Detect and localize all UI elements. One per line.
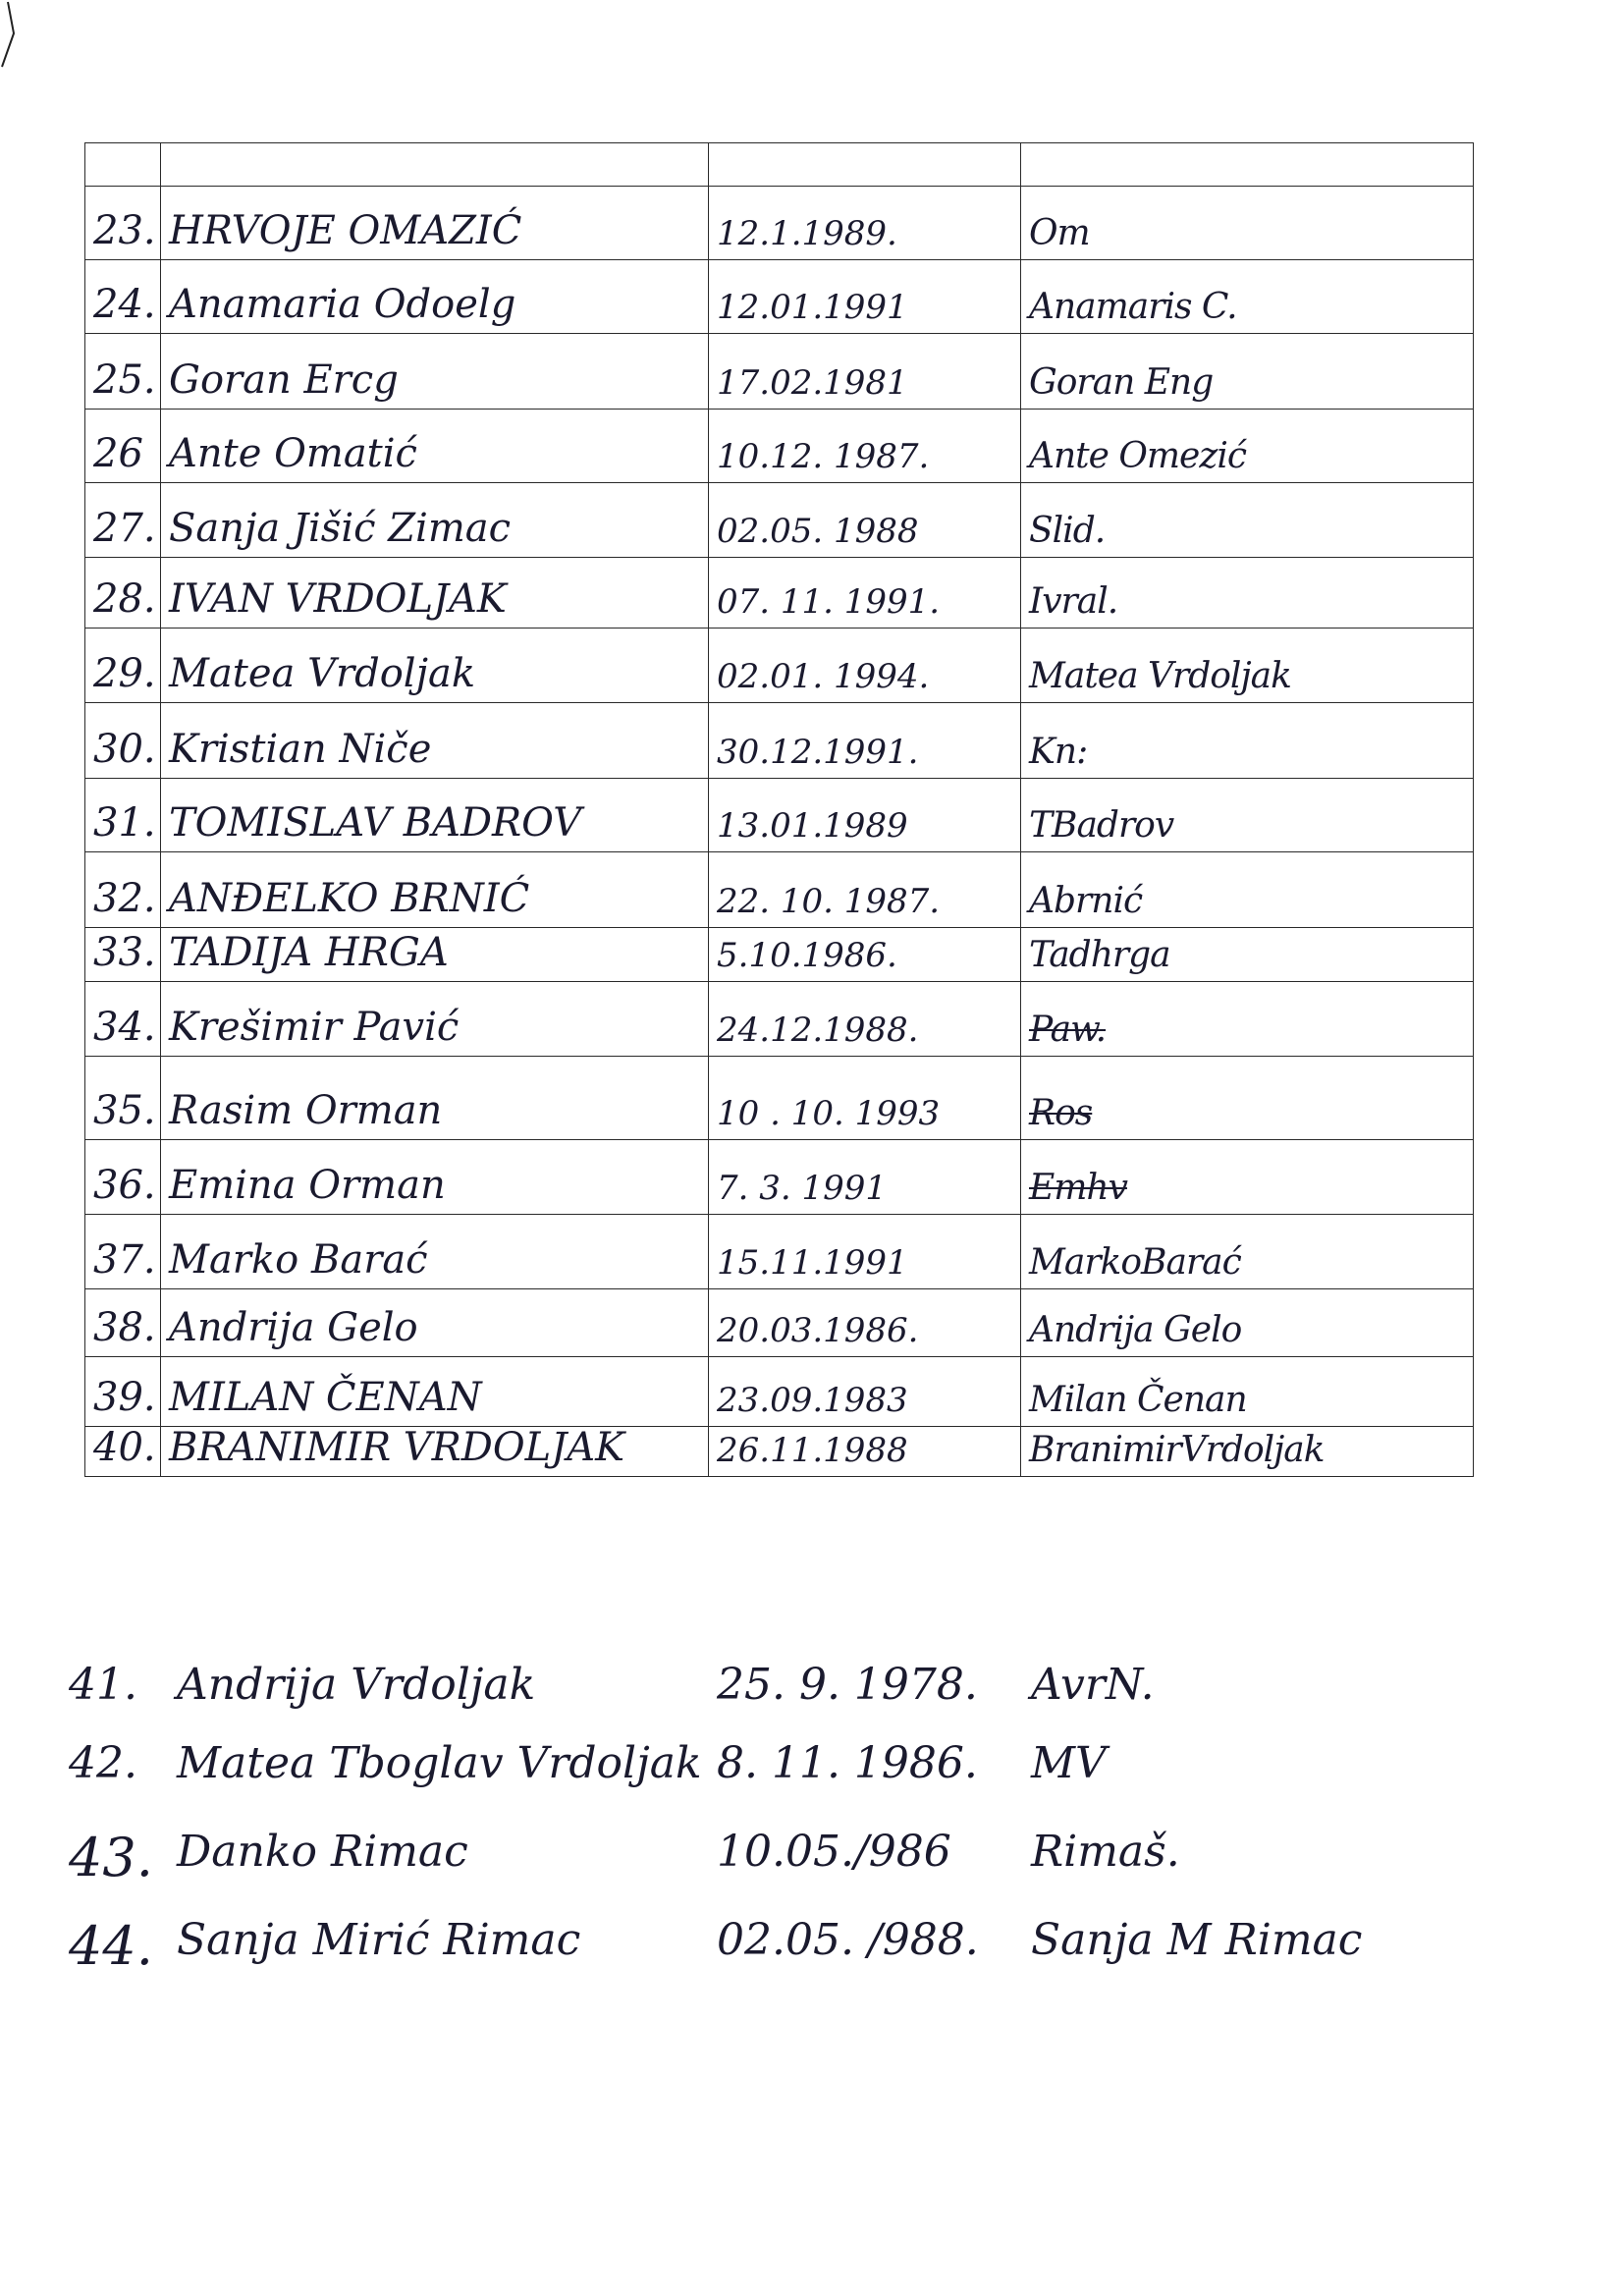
row-date: 26.11.1988 [717, 1431, 908, 1470]
row-name: Kristian Niče [169, 727, 432, 772]
row-date: 13.01.1989 [717, 806, 908, 846]
row-number: 29. [93, 651, 156, 696]
row-number: 40. [93, 1425, 156, 1470]
row-date-cell [708, 1289, 1020, 1356]
row-signature-cell [1020, 260, 1474, 333]
row-name: Ante Omatić [169, 431, 417, 476]
row-signature: Om [1029, 213, 1090, 253]
header-no-cell [84, 143, 160, 186]
row-name: TADIJA HRGA [169, 930, 449, 975]
extra-entry-name: Andrija Vrdoljak [177, 1660, 536, 1710]
table-row [84, 779, 1474, 852]
row-name: ANĐELKO BRNIĆ [169, 876, 530, 921]
row-date-cell [708, 483, 1020, 557]
table-row [84, 1057, 1474, 1140]
table-row [84, 928, 1474, 982]
table-row [84, 483, 1474, 558]
row-date-cell [708, 1057, 1020, 1139]
row-signature-cell [1020, 928, 1474, 981]
row-date: 07. 11. 1991. [717, 582, 941, 622]
table-row [84, 852, 1474, 928]
row-date: 23.09.1983 [717, 1381, 908, 1420]
extra-entry-signature: Rimaš. [1031, 1827, 1180, 1877]
extra-entry-signature: MV [1031, 1738, 1107, 1788]
row-date-cell [708, 1140, 1020, 1214]
row-signature-cell [1020, 629, 1474, 702]
row-number: 32. [93, 876, 156, 921]
table-row [84, 334, 1474, 410]
row-number: 27. [93, 506, 156, 551]
row-date: 22. 10. 1987. [717, 882, 941, 921]
row-signature: Slid. [1029, 511, 1106, 551]
row-signature-cell [1020, 187, 1474, 259]
row-date: 10 . 10. 1993 [717, 1094, 941, 1133]
table-row [84, 1215, 1474, 1289]
row-name-cell [160, 928, 708, 981]
row-signature: Matea Vrdoljak [1029, 656, 1291, 696]
row-number: 23. [93, 208, 156, 253]
row-date-cell [708, 852, 1020, 927]
row-date-cell [708, 410, 1020, 482]
row-name-cell [160, 334, 708, 409]
extra-entry-no: 44. [69, 1915, 153, 1977]
row-name: Emina Orman [169, 1163, 446, 1208]
row-number-cell [84, 1140, 160, 1214]
row-name-cell [160, 1289, 708, 1356]
row-name-cell [160, 410, 708, 482]
table-row [84, 1140, 1474, 1215]
row-number-cell [84, 852, 160, 927]
header-name-cell [160, 143, 708, 186]
row-date-cell [708, 1215, 1020, 1288]
row-signature: Ros [1029, 1093, 1093, 1133]
row-signature: Anamaris C. [1029, 287, 1237, 327]
row-number-cell [84, 982, 160, 1056]
row-signature-cell [1020, 1140, 1474, 1214]
header-signature-cell [1020, 143, 1474, 186]
extra-entry-no: 42. [69, 1738, 137, 1788]
row-signature-cell [1020, 852, 1474, 927]
row-signature: Milan Čenan [1029, 1380, 1247, 1420]
row-date: 17.02.1981 [717, 363, 908, 403]
row-name-cell [160, 703, 708, 778]
row-number-cell [84, 779, 160, 851]
row-date-cell [708, 928, 1020, 981]
row-number: 38. [93, 1305, 156, 1350]
row-date-cell [708, 982, 1020, 1056]
row-signature-cell [1020, 1357, 1474, 1426]
extra-entry-date: 10.05./986 [717, 1827, 951, 1877]
row-number-cell [84, 703, 160, 778]
row-name-cell [160, 1215, 708, 1288]
row-date: 30.12.1991. [717, 733, 919, 772]
row-name-cell [160, 1140, 708, 1214]
row-signature-cell [1020, 1057, 1474, 1139]
row-signature-cell [1020, 334, 1474, 409]
row-name-cell [160, 852, 708, 927]
row-number: 34. [93, 1005, 156, 1050]
row-signature: MarkoBarać [1029, 1242, 1241, 1283]
row-number-cell [84, 1427, 160, 1476]
row-number: 36. [93, 1163, 156, 1208]
extra-entry-no: 41. [69, 1660, 137, 1710]
row-name-cell [160, 779, 708, 851]
row-signature-cell [1020, 779, 1474, 851]
extra-entry-name: Danko Rimac [177, 1827, 468, 1877]
row-signature: Goran Eng [1029, 362, 1214, 403]
extra-entry-date: 02.05. /988. [717, 1915, 979, 1965]
row-signature: BranimirVrdoljak [1029, 1430, 1325, 1470]
row-date-cell [708, 1357, 1020, 1426]
row-name: MILAN ČENAN [169, 1375, 482, 1420]
row-signature-cell [1020, 703, 1474, 778]
row-number: 26 [93, 431, 143, 476]
row-number-cell [84, 260, 160, 333]
row-name: IVAN VRDOLJAK [169, 576, 507, 622]
row-number: 37. [93, 1237, 156, 1283]
row-name: Sanja Jišić Zimac [169, 506, 512, 551]
row-number-cell [84, 334, 160, 409]
row-date: 10.12. 1987. [717, 437, 930, 476]
row-name: Goran Ercg [169, 357, 399, 403]
row-signature-cell [1020, 1427, 1474, 1476]
extra-entry-signature: Sanja M Rimac [1031, 1915, 1363, 1965]
table-header-row [84, 142, 1474, 187]
row-number-cell [84, 1057, 160, 1139]
extra-entry-no: 43. [69, 1827, 153, 1888]
row-date: 5.10.1986. [717, 936, 897, 975]
row-number-cell [84, 1215, 160, 1288]
table-row [84, 703, 1474, 779]
row-date-cell [708, 187, 1020, 259]
extra-entry-date: 8. 11. 1986. [717, 1738, 978, 1788]
row-number-cell [84, 483, 160, 557]
row-number-cell [84, 1289, 160, 1356]
row-signature: Ante Omezić [1029, 436, 1246, 476]
row-date-cell [708, 558, 1020, 628]
row-signature: Kn: [1029, 732, 1088, 772]
row-signature: TBadrov [1029, 805, 1174, 846]
row-date: 02.05. 1988 [717, 512, 919, 551]
row-date: 24.12.1988. [717, 1011, 919, 1050]
table-row [84, 629, 1474, 703]
row-signature-cell [1020, 1215, 1474, 1288]
signature-table [84, 142, 1474, 1619]
row-number: 33. [93, 930, 156, 975]
row-name: Marko Barać [169, 1237, 428, 1283]
row-number-cell [84, 410, 160, 482]
table-row [84, 1357, 1474, 1427]
row-number: 30. [93, 727, 156, 772]
row-signature: Abrnić [1029, 881, 1143, 921]
row-number: 25. [93, 357, 156, 403]
row-date-cell [708, 334, 1020, 409]
row-date: 7. 3. 1991 [717, 1169, 888, 1208]
row-date-cell [708, 1427, 1020, 1476]
row-name: TOMISLAV BADROV [169, 800, 582, 846]
row-signature: Andrija Gelo [1029, 1310, 1242, 1350]
row-number-cell [84, 558, 160, 628]
extra-entry-signature: AvrN. [1031, 1660, 1155, 1710]
row-name: Andrija Gelo [169, 1305, 418, 1350]
row-number: 39. [93, 1375, 156, 1420]
row-signature: Emhv [1029, 1168, 1127, 1208]
row-number-cell [84, 187, 160, 259]
row-signature-cell [1020, 1289, 1474, 1356]
corner-scan-mark [0, 0, 20, 69]
row-signature: Tadhrga [1029, 935, 1170, 975]
row-date-cell [708, 779, 1020, 851]
row-date: 12.1.1989. [717, 214, 897, 253]
row-name-cell [160, 629, 708, 702]
row-date-cell [708, 260, 1020, 333]
table-row [84, 410, 1474, 483]
row-name: Matea Vrdoljak [169, 651, 476, 696]
row-number: 35. [93, 1088, 156, 1133]
table-row [84, 558, 1474, 629]
row-number: 24. [93, 282, 156, 327]
row-name: Anamaria Odoelg [169, 282, 516, 327]
row-number-cell [84, 629, 160, 702]
row-name: Rasim Orman [169, 1088, 443, 1133]
row-number-cell [84, 928, 160, 981]
row-name-cell [160, 558, 708, 628]
row-name-cell [160, 483, 708, 557]
table-row [84, 187, 1474, 260]
row-number: 31. [93, 800, 156, 846]
row-signature-cell [1020, 558, 1474, 628]
extra-entry-date: 25. 9. 1978. [717, 1660, 978, 1710]
row-name-cell [160, 982, 708, 1056]
extra-entry-name: Matea Tboglav Vrdoljak [177, 1738, 702, 1788]
row-name-cell [160, 1057, 708, 1139]
table-row [84, 260, 1474, 334]
row-signature-cell [1020, 410, 1474, 482]
table-row [84, 1427, 1474, 1477]
row-date: 15.11.1991 [717, 1243, 908, 1283]
row-name: BRANIMIR VRDOLJAK [169, 1425, 625, 1470]
table-row [84, 1289, 1474, 1357]
row-number-cell [84, 1357, 160, 1426]
row-name-cell [160, 1357, 708, 1426]
row-name-cell [160, 260, 708, 333]
row-signature-cell [1020, 483, 1474, 557]
row-signature: Paw. [1029, 1010, 1107, 1050]
row-date: 02.01. 1994. [717, 657, 930, 696]
row-date: 12.01.1991 [717, 288, 908, 327]
row-name-cell [160, 187, 708, 259]
row-number: 28. [93, 576, 156, 622]
row-signature-cell [1020, 982, 1474, 1056]
row-date-cell [708, 703, 1020, 778]
row-date: 20.03.1986. [717, 1311, 919, 1350]
row-name: HRVOJE OMAZIĆ [169, 208, 522, 253]
row-name: Krešimir Pavić [169, 1005, 460, 1050]
header-date-cell [708, 143, 1020, 186]
row-name-cell [160, 1427, 708, 1476]
table-row [84, 982, 1474, 1057]
extra-entry-name: Sanja Mirić Rimac [177, 1915, 581, 1965]
row-date-cell [708, 629, 1020, 702]
row-signature: Ivral. [1029, 581, 1118, 622]
